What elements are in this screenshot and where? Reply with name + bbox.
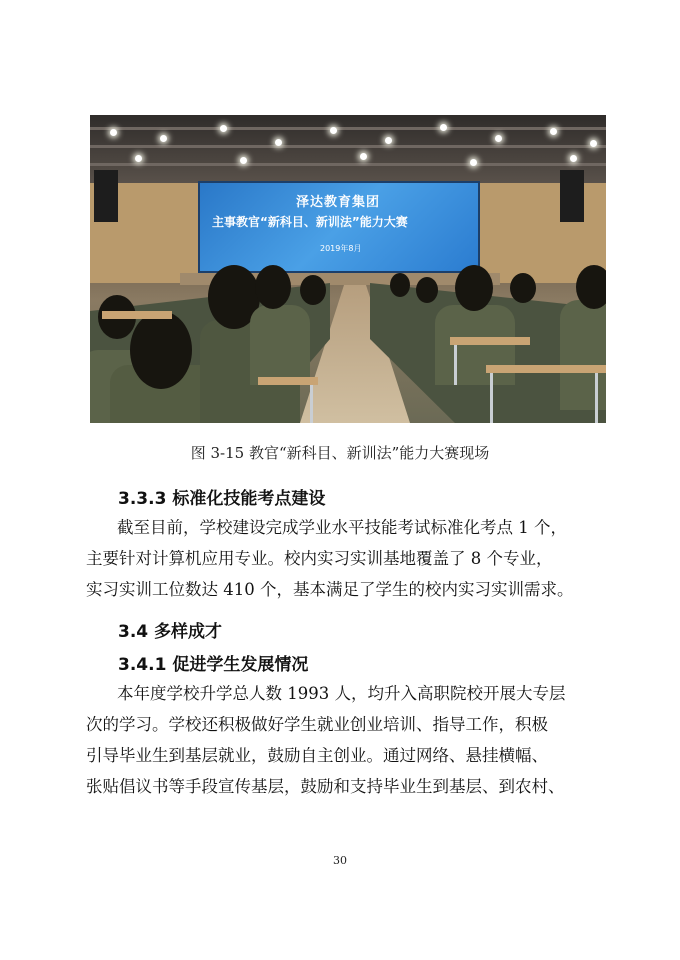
- paragraph-line: 引导毕业生到基层就业，鼓励自主创业。通过网络、悬挂横幅、: [86, 746, 548, 765]
- section-3-3-3-body: [86, 512, 606, 605]
- paragraph-line: 截至目前，学校建设完成学业水平技能考试标准化考点 1 个，: [117, 518, 567, 537]
- paragraph-line: 实习实训工位数达 410 个，基本满足了学生的校内实习实训需求。: [86, 580, 574, 599]
- speaker-right: [560, 170, 584, 222]
- section-heading-3-4: 3.4 多样成才: [118, 622, 223, 642]
- paragraph-line: 本年度学校升学总人数 1993 人，均升入高职院校开展大专层: [117, 684, 566, 703]
- screen-title: 泽达教育集团: [296, 195, 381, 210]
- section-3-4-1-body: [86, 678, 606, 802]
- competition-photo: [90, 115, 606, 423]
- speaker-left: [94, 170, 118, 222]
- stage-screen: [198, 181, 480, 273]
- paragraph-line: 张贴倡议书等手段宣传基层，鼓励和支持毕业生到基层、到农村、: [86, 777, 565, 796]
- screen-date: 2019年8月: [320, 244, 362, 253]
- ceiling: [90, 115, 606, 185]
- screen-subtitle: 主事教官“新科目、新训法”能力大赛: [212, 215, 408, 229]
- paragraph-line: 主要针对计算机应用专业。校内实习实训基地覆盖了 8 个专业，: [86, 549, 553, 568]
- section-heading-3-4-1: 3.4.1 促进学生发展情况: [118, 655, 309, 675]
- paragraph-line: 次的学习。学校还积极做好学生就业创业培训、指导工作，积极: [86, 715, 548, 734]
- page-number: 30: [333, 854, 347, 867]
- section-heading-3-3-3: 3.3.3 标准化技能考点建设: [118, 489, 326, 509]
- figure-caption: 图 3-15 教官“新科目、新训法”能力大赛现场: [190, 444, 490, 462]
